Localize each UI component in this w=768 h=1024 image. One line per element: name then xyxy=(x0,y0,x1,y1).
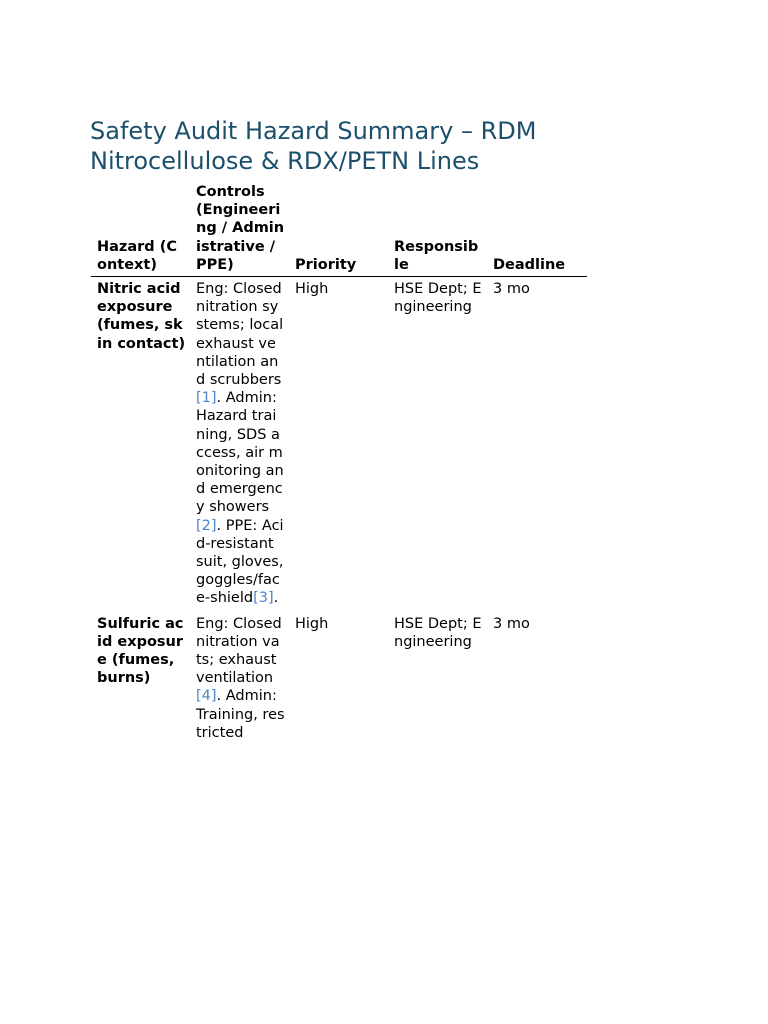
header-priority: Priority xyxy=(289,183,388,277)
controls-text: . Admin: Training, restricted xyxy=(196,688,285,741)
cell-deadline: 3 mo xyxy=(493,615,530,632)
title-line-1: Safety Audit Hazard Summary – RDM xyxy=(90,117,537,145)
cell-priority: High xyxy=(295,615,329,632)
cell-hazard: Nitric acid exposure (fumes, skin contact) xyxy=(97,281,186,352)
header-hazard: Hazard (Context) xyxy=(91,183,190,277)
table-row xyxy=(91,612,587,746)
controls-text: . Admin: Hazard training, SDS access, air monitoring and emergency showers xyxy=(196,390,284,516)
header-controls: Controls (Engineering / Administrative / PPE) xyxy=(190,183,289,277)
cell-controls xyxy=(190,277,289,612)
header-responsible: Responsible xyxy=(388,183,487,277)
document-title xyxy=(90,116,610,176)
table-row xyxy=(91,277,587,612)
cell-responsible: HSE Dept; Engineering xyxy=(394,281,482,316)
cell-responsible: HSE Dept; Engineering xyxy=(394,615,482,650)
citation-link[interactable]: [4] xyxy=(196,688,217,705)
title-line-2: Nitrocellulose & RDX/PETN Lines xyxy=(90,147,480,175)
controls-text: . xyxy=(273,590,279,607)
cell-hazard: Sulfuric acid exposure (fumes, burns) xyxy=(97,615,184,687)
cell-priority: High xyxy=(295,281,329,298)
controls-text: . PPE: Acid-resistant suit, gloves, goggles/face-shield xyxy=(196,517,284,607)
table-header-row xyxy=(91,183,587,277)
cell-deadline: 3 mo xyxy=(493,281,530,298)
citation-link[interactable]: [2] xyxy=(196,517,217,534)
controls-text: Eng: Closed nitration vats; exhaust ventilation xyxy=(196,615,282,687)
header-deadline: Deadline xyxy=(487,183,587,277)
hazard-table xyxy=(91,183,587,746)
controls-text: Eng: Closed nitration systems; local exhaust ventilation and scrubbers xyxy=(196,281,284,389)
citation-link[interactable]: [3] xyxy=(253,590,274,607)
cell-controls xyxy=(190,612,289,746)
citation-link[interactable]: [1] xyxy=(196,390,217,407)
